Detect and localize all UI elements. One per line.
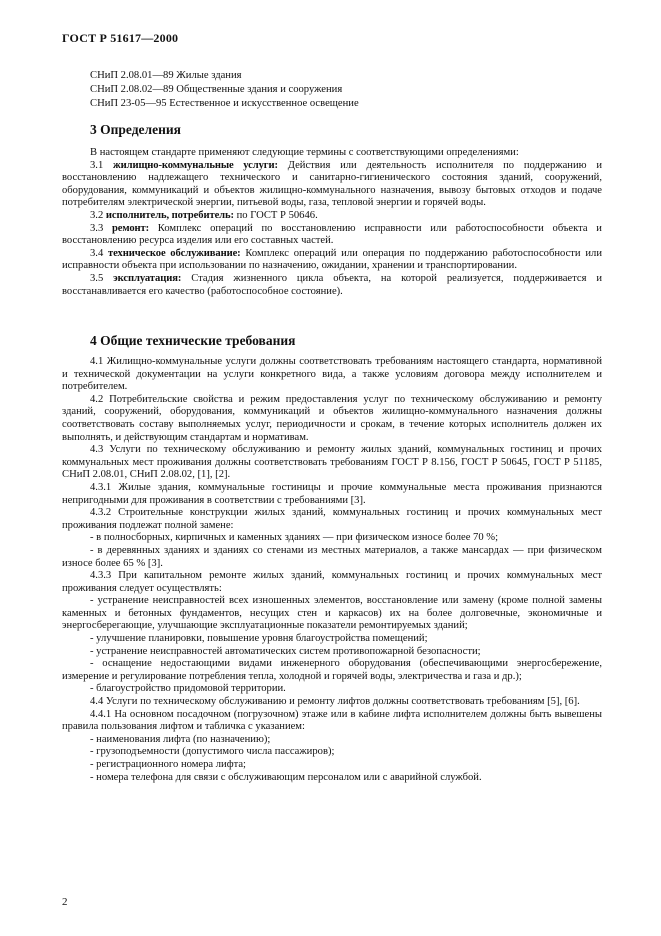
list-item: - устранение неисправностей всех изношенных элементов, восстановление или замену (кроме полной замены каменных и бетонных фундаментов, несущих стен и каркасов) их на более долговечные, экономичные и энергосберегающие, улучшающие эксплуатационные показатели ремонтируемых зданий;: [62, 595, 602, 632]
references-list: [90, 69, 359, 111]
list-item: - номера телефона для связи с обслуживающим персоналом или с аварийной службой.: [90, 771, 482, 783]
list-item: - благоустройство придомовой территории.: [90, 683, 286, 695]
reference-item: СНиП 23-05—95 Естественное и искусственное освещение: [90, 98, 359, 109]
list-item: - регистрационного номера лифта;: [90, 759, 246, 770]
section-3-heading: 3 Определения: [90, 122, 181, 137]
list-item: - наименования лифта (по назначению);: [90, 733, 271, 745]
paragraph: 4.3 Услуги по техническому обслуживанию и ремонту жилых зданий, коммунальных гостиниц и прочих коммунальных мест проживания должны соответствовать требованиям ГОСТ Р 8.156, ГОСТ Р 50645, ГОСТ Р 51185, СНиП 2.08.01, СНиП 2.08.02, [1], [2].: [62, 444, 602, 481]
paragraph: 4.2 Потребительские свойства и режим предоставления услуг по техническому обслуживанию и ремонту зданий, сооружений, оборудования, коммуникаций и объектов жилищно-коммунального назначения должны соответствовать составу выполняемых услуг, периодичности и срокам, в течение которых исполнитель должен их выполнять, и действующим стандартам и нормативам.: [62, 393, 602, 443]
paragraph: 4.1 Жилищно-коммунальные услуги должны соответствовать требованиям настоящего стандарта, нормативной и технической документации на услуги конкретного вида, а также условиям договора между исполнителем и потребителем.: [62, 356, 602, 393]
section-4-heading: 4 Общие технические требования: [90, 333, 296, 348]
list-item: - устранение неисправностей автоматических систем противопожарной безопасности;: [90, 645, 481, 657]
paragraph: 4.4 Услуги по техническому обслуживанию и ремонту лифтов должны соответствовать требованиям [5], [6].: [90, 696, 580, 708]
section-3-intro: В настоящем стандарте применяют следующие термины с соответствующими определениями:: [90, 147, 519, 158]
paragraph: 4.3.1 Жилые здания, коммунальные гостиницы и прочие коммунальные места проживания признаются непригодными для проживания в соответствии с требованиями [3].: [62, 481, 602, 506]
document-header: ГОСТ Р 51617—2000: [62, 31, 179, 45]
definition-3-1: 3.1 жилищно-коммунальные услуги: Действия или деятельность исполнителя по поддержанию и восстановлению надлежащего технического и санитарно-гигиенического состояния зданий, сооружений, оборудования, коммуникаций и объектов жилищно-коммунального назначения, вывозу бытовых отходов и подаче потребителям электрической энергии, питьевой воды, газа, тепловой энергии и горячей воды.: [62, 159, 602, 209]
paragraph: 4.3.2 Строительные конструкции жилых зданий, коммунальных гостиниц и прочих коммунальных мест проживания подлежат полной замене:: [62, 507, 602, 531]
list-item: - в деревянных зданиях и зданиях со стенами из местных материалов, а также мансардах — при физическом износе более 65 % [3].: [62, 544, 602, 569]
page-number: 2: [62, 896, 68, 908]
list-item: - грузоподъемности (допустимого числа пассажиров);: [90, 746, 335, 758]
reference-item: СНиП 2.08.01—89 Жилые здания: [90, 70, 242, 81]
list-item: - в полносборных, кирпичных и каменных зданиях — при физическом износе более 70 %;: [90, 532, 499, 544]
paragraph: 4.4.1 На основном посадочном (погрузочном) этаже или в кабине лифта исполнителем должны быть вывешены правила пользования лифтом и табличка с указанием:: [62, 708, 602, 733]
definition-3-3: 3.3 ремонт: Комплекс операций по восстановлению исправности или работоспособности объекта и восстановлению ресурса изделия или его составных частей.: [62, 222, 602, 247]
definition-3-5: 3.5 эксплуатация: Стадия жизненного цикла объекта, на которой реализуется, поддерживается и восстанавливается его качество (работоспособное состояние).: [62, 272, 603, 297]
definition-3-4: 3.4 техническое обслуживание: Комплекс операций или операция по поддержанию работоспособности или исправности объекта при использовании по назначению, ожидании, хранении и транспортировании.: [62, 247, 602, 272]
section-3-body: [62, 147, 602, 298]
reference-item: СНиП 2.08.02—89 Общественные здания и сооружения: [90, 84, 343, 95]
definition-3-2: 3.2 исполнитель, потребитель: по ГОСТ Р 50646.: [90, 209, 318, 221]
list-item: - улучшение планировки, повышение уровня благоустройства помещений;: [90, 633, 428, 645]
section-4-body: [62, 356, 602, 784]
paragraph: 4.3.3 При капитальном ремонте жилых зданий, коммунальных гостиниц и прочих коммунальных мест проживания следует осуществлять:: [62, 570, 602, 594]
list-item: - оснащение недостающими видами инженерного оборудования (обеспечивающими энергосбережение, измерение и регулирование потребления тепла, холодной и горячей воды, электричества и газа и др.);: [62, 658, 602, 682]
